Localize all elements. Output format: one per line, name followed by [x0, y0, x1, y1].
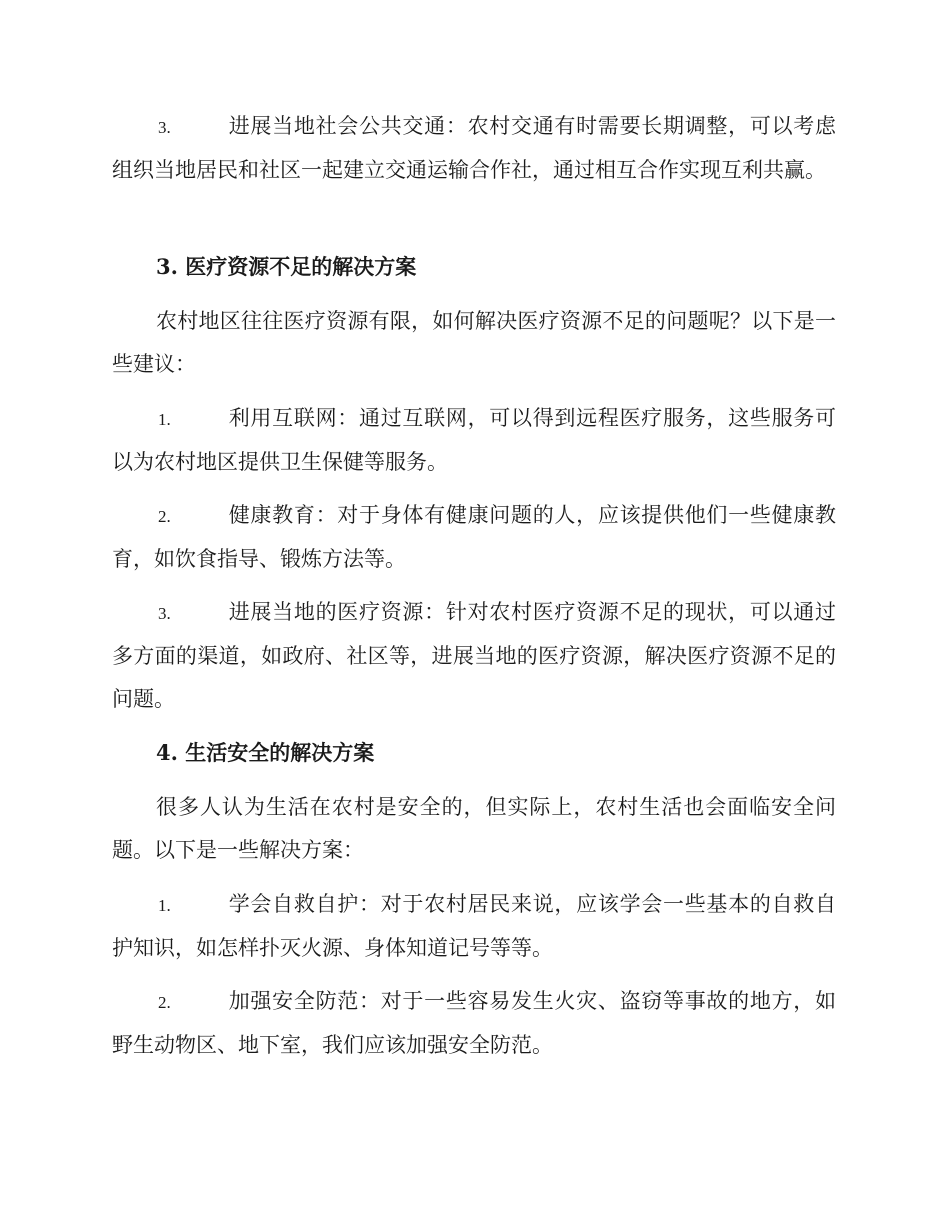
list-item [112, 105, 836, 192]
list-item-number: 2. [158, 507, 171, 526]
list-item-text: 进展当地的医疗资源：针对农村医疗资源不足的现状，可以通过多方面的渠道，如政府、社区等，进展当地的医疗资源，解决医疗资源不足的问题。 [112, 600, 836, 711]
section-intro: 很多人认为生活在农村是安全的，但实际上，农村生活也会面临安全问题。以下是一些解决方案： [112, 795, 836, 862]
list-item-text: 健康教育：对于身体有健康问题的人，应该提供他们一些健康教育，如饮食指导、锻炼方法等。 [112, 503, 836, 571]
list-item-text: 学会自救自护：对于农村居民来说，应该学会一些基本的自救自护知识，如怎样扑灭火源、身体知道记号等等。 [112, 892, 836, 960]
section-intro: 农村地区往往医疗资源有限，如何解决医疗资源不足的问题呢？以下是一些建议： [112, 309, 836, 376]
section-heading: 3. 医疗资源不足的解决方案 [156, 254, 417, 279]
list-item [112, 494, 836, 581]
list-item [112, 397, 836, 484]
list-item-number: 1. [158, 896, 171, 915]
list-item-text: 利用互联网：通过互联网，可以得到远程医疗服务，这些服务可以为农村地区提供卫生保健等服务。 [112, 406, 836, 474]
list-item-number: 1. [158, 410, 171, 429]
section-heading: 4. 生活安全的解决方案 [156, 740, 375, 765]
list-item [112, 980, 836, 1067]
list-item [112, 883, 836, 970]
list-item [112, 591, 836, 721]
list-item-number: 3. [158, 118, 171, 137]
list-item-text: 进展当地社会公共交通：农村交通有时需要长期调整，可以考虑组织当地居民和社区一起建立交通运输合作社，通过相互合作实现互利共赢。 [112, 114, 836, 182]
list-item-number: 2. [158, 993, 171, 1012]
list-item-text: 加强安全防范：对于一些容易发生火灾、盗窃等事故的地方，如野生动物区、地下室，我们应该加强安全防范。 [112, 989, 836, 1057]
list-item-number: 3. [158, 604, 171, 623]
